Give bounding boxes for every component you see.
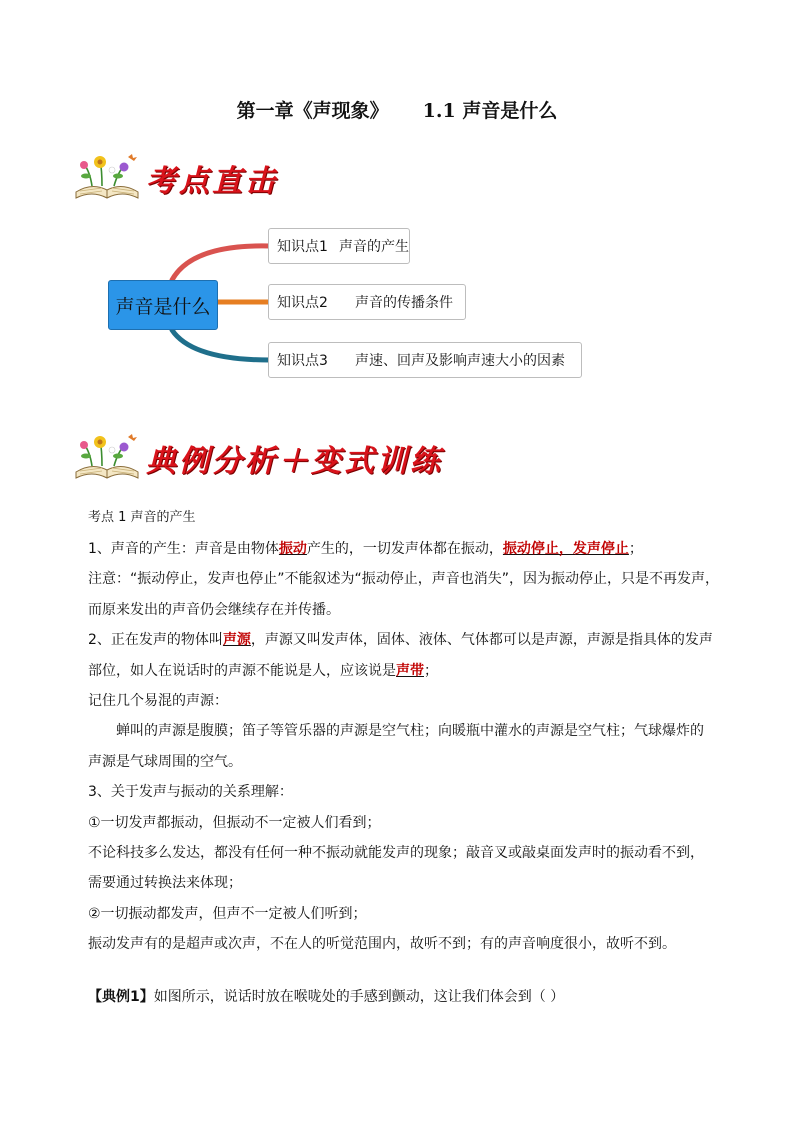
paragraph-3-cont: 部位，如人在说话时的声源不能说是人，应该说是声带；	[88, 662, 438, 679]
paragraph-3: 2、正在发声的物体叫声源，声源又叫发声体，固体、液体、气体都可以是声源，声源是指具体的发声	[88, 632, 713, 649]
section-heading: 考点 1 声音的产生	[88, 510, 196, 525]
highlight-term: 振动	[278, 541, 307, 557]
node-key: 知识点2	[277, 295, 328, 311]
paragraph-2: 注意：“振动停止，发声也停止”不能叙述为“振动停止，声音也消失”，因为振动停止，只是不再发声，	[88, 571, 720, 588]
example-text: 如图所示，说话时放在喉咙处的手感到颤动，这让我们体会到（ ）	[153, 988, 565, 1005]
node-label: 声音的传播条件	[355, 295, 453, 311]
paragraph-8-cont: 需要通过转换法来体现；	[88, 875, 242, 892]
paragraph-8: 不论科技多么发达，都没有任何一种不振动就能发声的现象；敲音叉或敲桌面发声时的振动看不到，	[88, 845, 704, 862]
example-1	[88, 982, 718, 1012]
banner-dianli	[72, 432, 452, 484]
node-label: 声速、回声及影响声速大小的因素	[355, 353, 565, 369]
banner-kaodian-text: 考点直击	[146, 164, 278, 199]
paragraph-7: ①一切发声都振动，但振动不一定被人们看到；	[88, 814, 381, 831]
banner-kaodian	[72, 152, 332, 204]
paragraph-2-cont: 而原来发出的声音仍会继续存在并传播。	[88, 601, 340, 618]
paragraph-6: 3、关于发声与振动的关系理解：	[88, 784, 293, 801]
page-title	[0, 96, 794, 123]
node-key: 知识点3	[277, 353, 328, 369]
paragraph-10: 振动发声有的是超声或次声，不在人的听觉范围内，故听不到；有的声音响度很小，故听不到。	[88, 936, 676, 953]
mind-map-root: 声音是什么	[108, 280, 218, 330]
section-title: 1.1 声音是什么	[422, 100, 558, 122]
mind-map-node-1	[268, 228, 410, 264]
banner-dianli-text: 典例分析＋变式训练	[146, 444, 443, 479]
node-key: 知识点1	[277, 239, 328, 255]
mind-map	[100, 222, 590, 382]
mind-map-node-2	[268, 284, 466, 320]
chapter-title: 第一章《声现象》	[236, 100, 389, 122]
paragraph-1: 1、声音的产生：声音是由物体振动产生的，一切发声体都在振动，振动停止，发声停止；	[88, 541, 643, 557]
open-book-flowers-icon	[72, 152, 142, 202]
mind-map-node-3	[268, 342, 582, 378]
highlight-term: 振动停止，发声停止	[502, 541, 629, 557]
paragraph-5-cont: 声源是气球周围的空气。	[88, 753, 242, 770]
open-book-flowers-icon	[72, 432, 142, 482]
content-body	[88, 506, 718, 1012]
paragraph-5: 蝉叫的声源是腹膜；笛子等管乐器的声源是空气柱；向暖瓶中灌水的声源是空气柱；气球爆炸的	[116, 723, 704, 740]
example-tag: 【典例1】	[88, 988, 154, 1005]
highlight-term: 声带	[396, 662, 424, 679]
node-label: 声音的产生	[339, 239, 409, 255]
paragraph-9: ②一切振动都发声，但声不一定被人们听到；	[88, 905, 367, 922]
highlight-term: 声源	[222, 632, 251, 649]
paragraph-4: 记住几个易混的声源：	[88, 693, 228, 710]
